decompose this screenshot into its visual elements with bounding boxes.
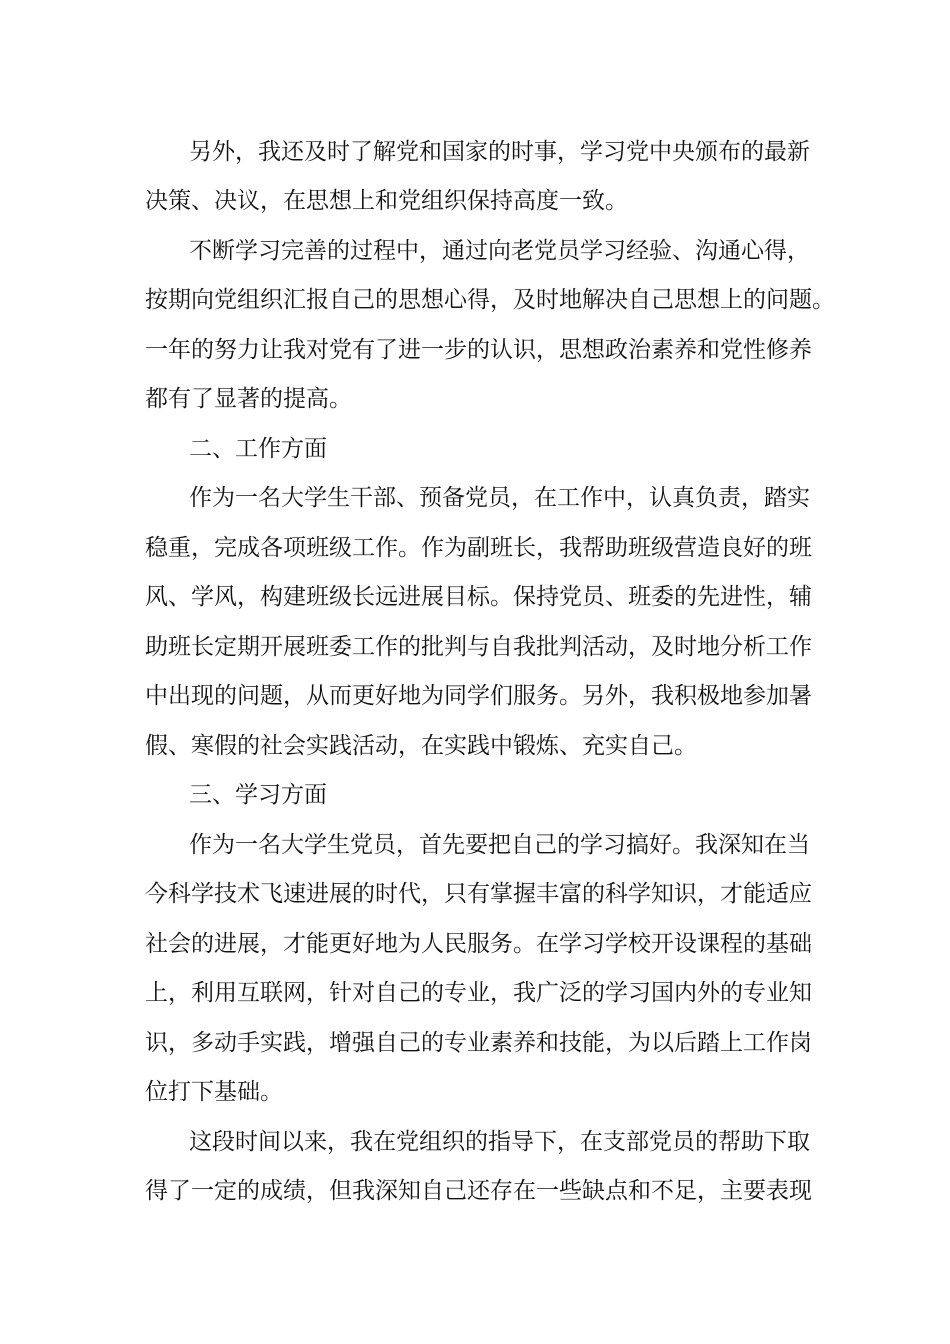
paragraph-line: 上，利用互联网，针对自己的专业，我广泛的学习国内外的专业知 [145, 980, 812, 1006]
paragraph-line: 位打下基础。 [145, 1079, 283, 1105]
paragraph-line: 得了一定的成绩，但我深知自己还存在一些缺点和不足，主要表现 [145, 1178, 812, 1204]
section-heading: 三、学习方面 [189, 782, 327, 808]
paragraph-line: 作为一名大学生干部、预备党员，在工作中，认真负责，踏实 [189, 485, 810, 511]
paragraph-line: 风、学风，构建班级长远进展目标。保持党员、班委的先进性，辅 [145, 584, 812, 610]
paragraph-line: 都有了显著的提高。 [145, 386, 352, 412]
paragraph-line: 一年的努力让我对党有了进一步的认识，思想政治素养和党性修养 [145, 337, 812, 363]
paragraph-line: 社会的进展，才能更好地为人民服务。在学习学校开设课程的基础 [145, 931, 812, 957]
paragraph-line: 不断学习完善的过程中，通过向老党员学习经验、沟通心得， [189, 238, 810, 264]
paragraph-line: 决策、决议，在思想上和党组织保持高度一致。 [145, 188, 628, 214]
paragraph-line: 稳重，完成各项班级工作。作为副班长，我帮助班级营造良好的班 [145, 535, 812, 561]
paragraph-line: 今科学技术飞速进展的时代，只有掌握丰富的科学知识，才能适应 [145, 881, 812, 907]
paragraph-line: 作为一名大学生党员，首先要把自己的学习搞好。我深知在当 [189, 832, 810, 858]
paragraph-line: 中出现的问题，从而更好地为同学们服务。另外，我积极地参加暑 [145, 683, 812, 709]
paragraph-line: 另外，我还及时了解党和国家的时事，学习党中央颁布的最新 [189, 139, 810, 165]
paragraph-line: 假、寒假的社会实践活动，在实践中锻炼、充实自己。 [145, 733, 697, 759]
paragraph-line: 识，多动手实践，增强自己的专业素养和技能，为以后踏上工作岗 [145, 1030, 812, 1056]
paragraph-line: 助班长定期开展班委工作的批判与自我批判活动，及时地分析工作 [145, 634, 812, 660]
paragraph-line: 这段时间以来，我在党组织的指导下，在支部党员的帮助下取 [189, 1129, 810, 1155]
section-heading: 二、工作方面 [189, 436, 327, 462]
paragraph-line: 按期向党组织汇报自己的思想心得，及时地解决自己思想上的问题。 [145, 287, 835, 313]
